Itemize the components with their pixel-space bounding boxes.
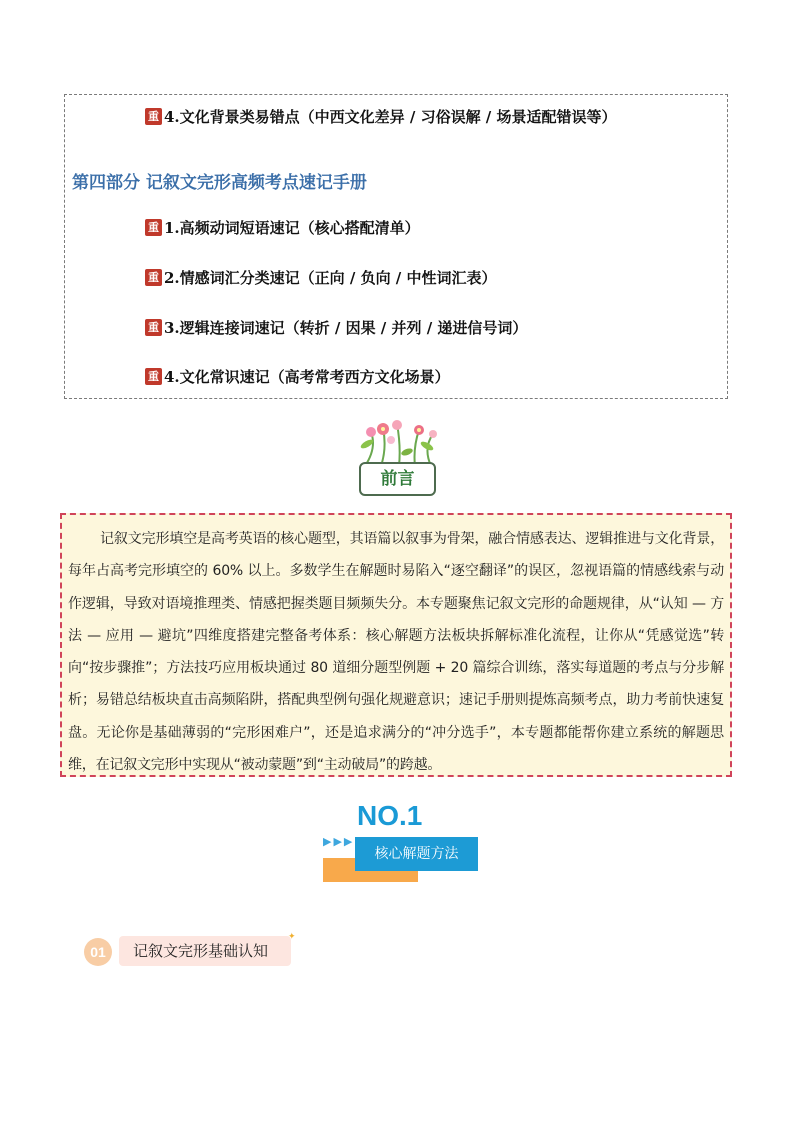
key-point-badge-icon: 重 xyxy=(145,219,162,236)
toc-item[interactable] xyxy=(145,267,497,288)
section-number: NO.1 xyxy=(357,800,423,831)
toc-item[interactable] xyxy=(145,366,450,387)
key-point-badge-icon: 重 xyxy=(145,108,162,125)
sparkle-icon: ✦ xyxy=(288,932,296,942)
key-point-badge-icon: 重 xyxy=(145,269,162,286)
toc-item-label: 1.高频动词短语速记（核心搭配清单） xyxy=(164,219,420,237)
toc-item-label: 4.文化背景类易错点（中西文化差异 / 习俗误解 / 场景适配错误等） xyxy=(164,108,617,126)
key-point-badge-icon: 重 xyxy=(145,319,162,336)
subsection-label: 记叙文完形基础认知 xyxy=(119,936,291,966)
section-label: 核心解题方法 xyxy=(355,837,478,871)
toc-item[interactable] xyxy=(145,317,527,338)
part-title: 第四部分 记叙文完形高频考点速记手册 xyxy=(72,173,367,193)
toc-item-label: 2.情感词汇分类速记（正向 / 负向 / 中性词汇表） xyxy=(164,269,497,287)
preface-title: 前言 xyxy=(359,462,436,496)
key-point-badge-icon: 重 xyxy=(145,368,162,385)
preface-body: 记叙文完形填空是高考英语的核心题型，其语篇以叙事为骨架，融合情感表达、逻辑推进与文化背景，每年占高考完形填空的 60% 以上。多数学生在解题时易陷入“逐空翻译”的误区，忽视语篇的情感线索与动作逻辑，导致对语境推理类、情感把握类题目频频失分。本专题聚焦记叙文完形的命题规律，从“认知 — 方法 — 应用 — 避坑”四维度搭建完整备考体系：核心解题方法板块拆解标准化流程，让你从“凭感觉选”转向“按步骤推”；方法技巧应用板块通过 80 道细分题型例题 + 20 篇综合训练，落实每道题的考点与分步解析；易错总结板块直击高频陷阱，搭配典型例句强化规避意识；速记手册则提炼高频考点，助力考前快速复盘。无论你是基础薄弱的“完形困难户”，还是追求满分的“冲分选手”，本专题都能帮你建立系统的解题思维，在记叙文完形中实现从“被动蒙题”到“主动破局”的跨越。 xyxy=(68,531,724,774)
toc-item[interactable] xyxy=(145,217,420,238)
arrows-icon: ▶▶▶ xyxy=(323,835,355,848)
toc-box xyxy=(64,94,728,399)
flower-decoration-icon xyxy=(357,418,441,468)
toc-item-label: 3.逻辑连接词速记（转折 / 因果 / 并列 / 递进信号词） xyxy=(164,319,528,337)
preface-box xyxy=(60,513,732,777)
toc-item-label: 4.文化常识速记（高考常考西方文化场景） xyxy=(164,368,450,386)
subsection-number: 01 xyxy=(84,938,112,966)
toc-item[interactable] xyxy=(145,106,617,127)
